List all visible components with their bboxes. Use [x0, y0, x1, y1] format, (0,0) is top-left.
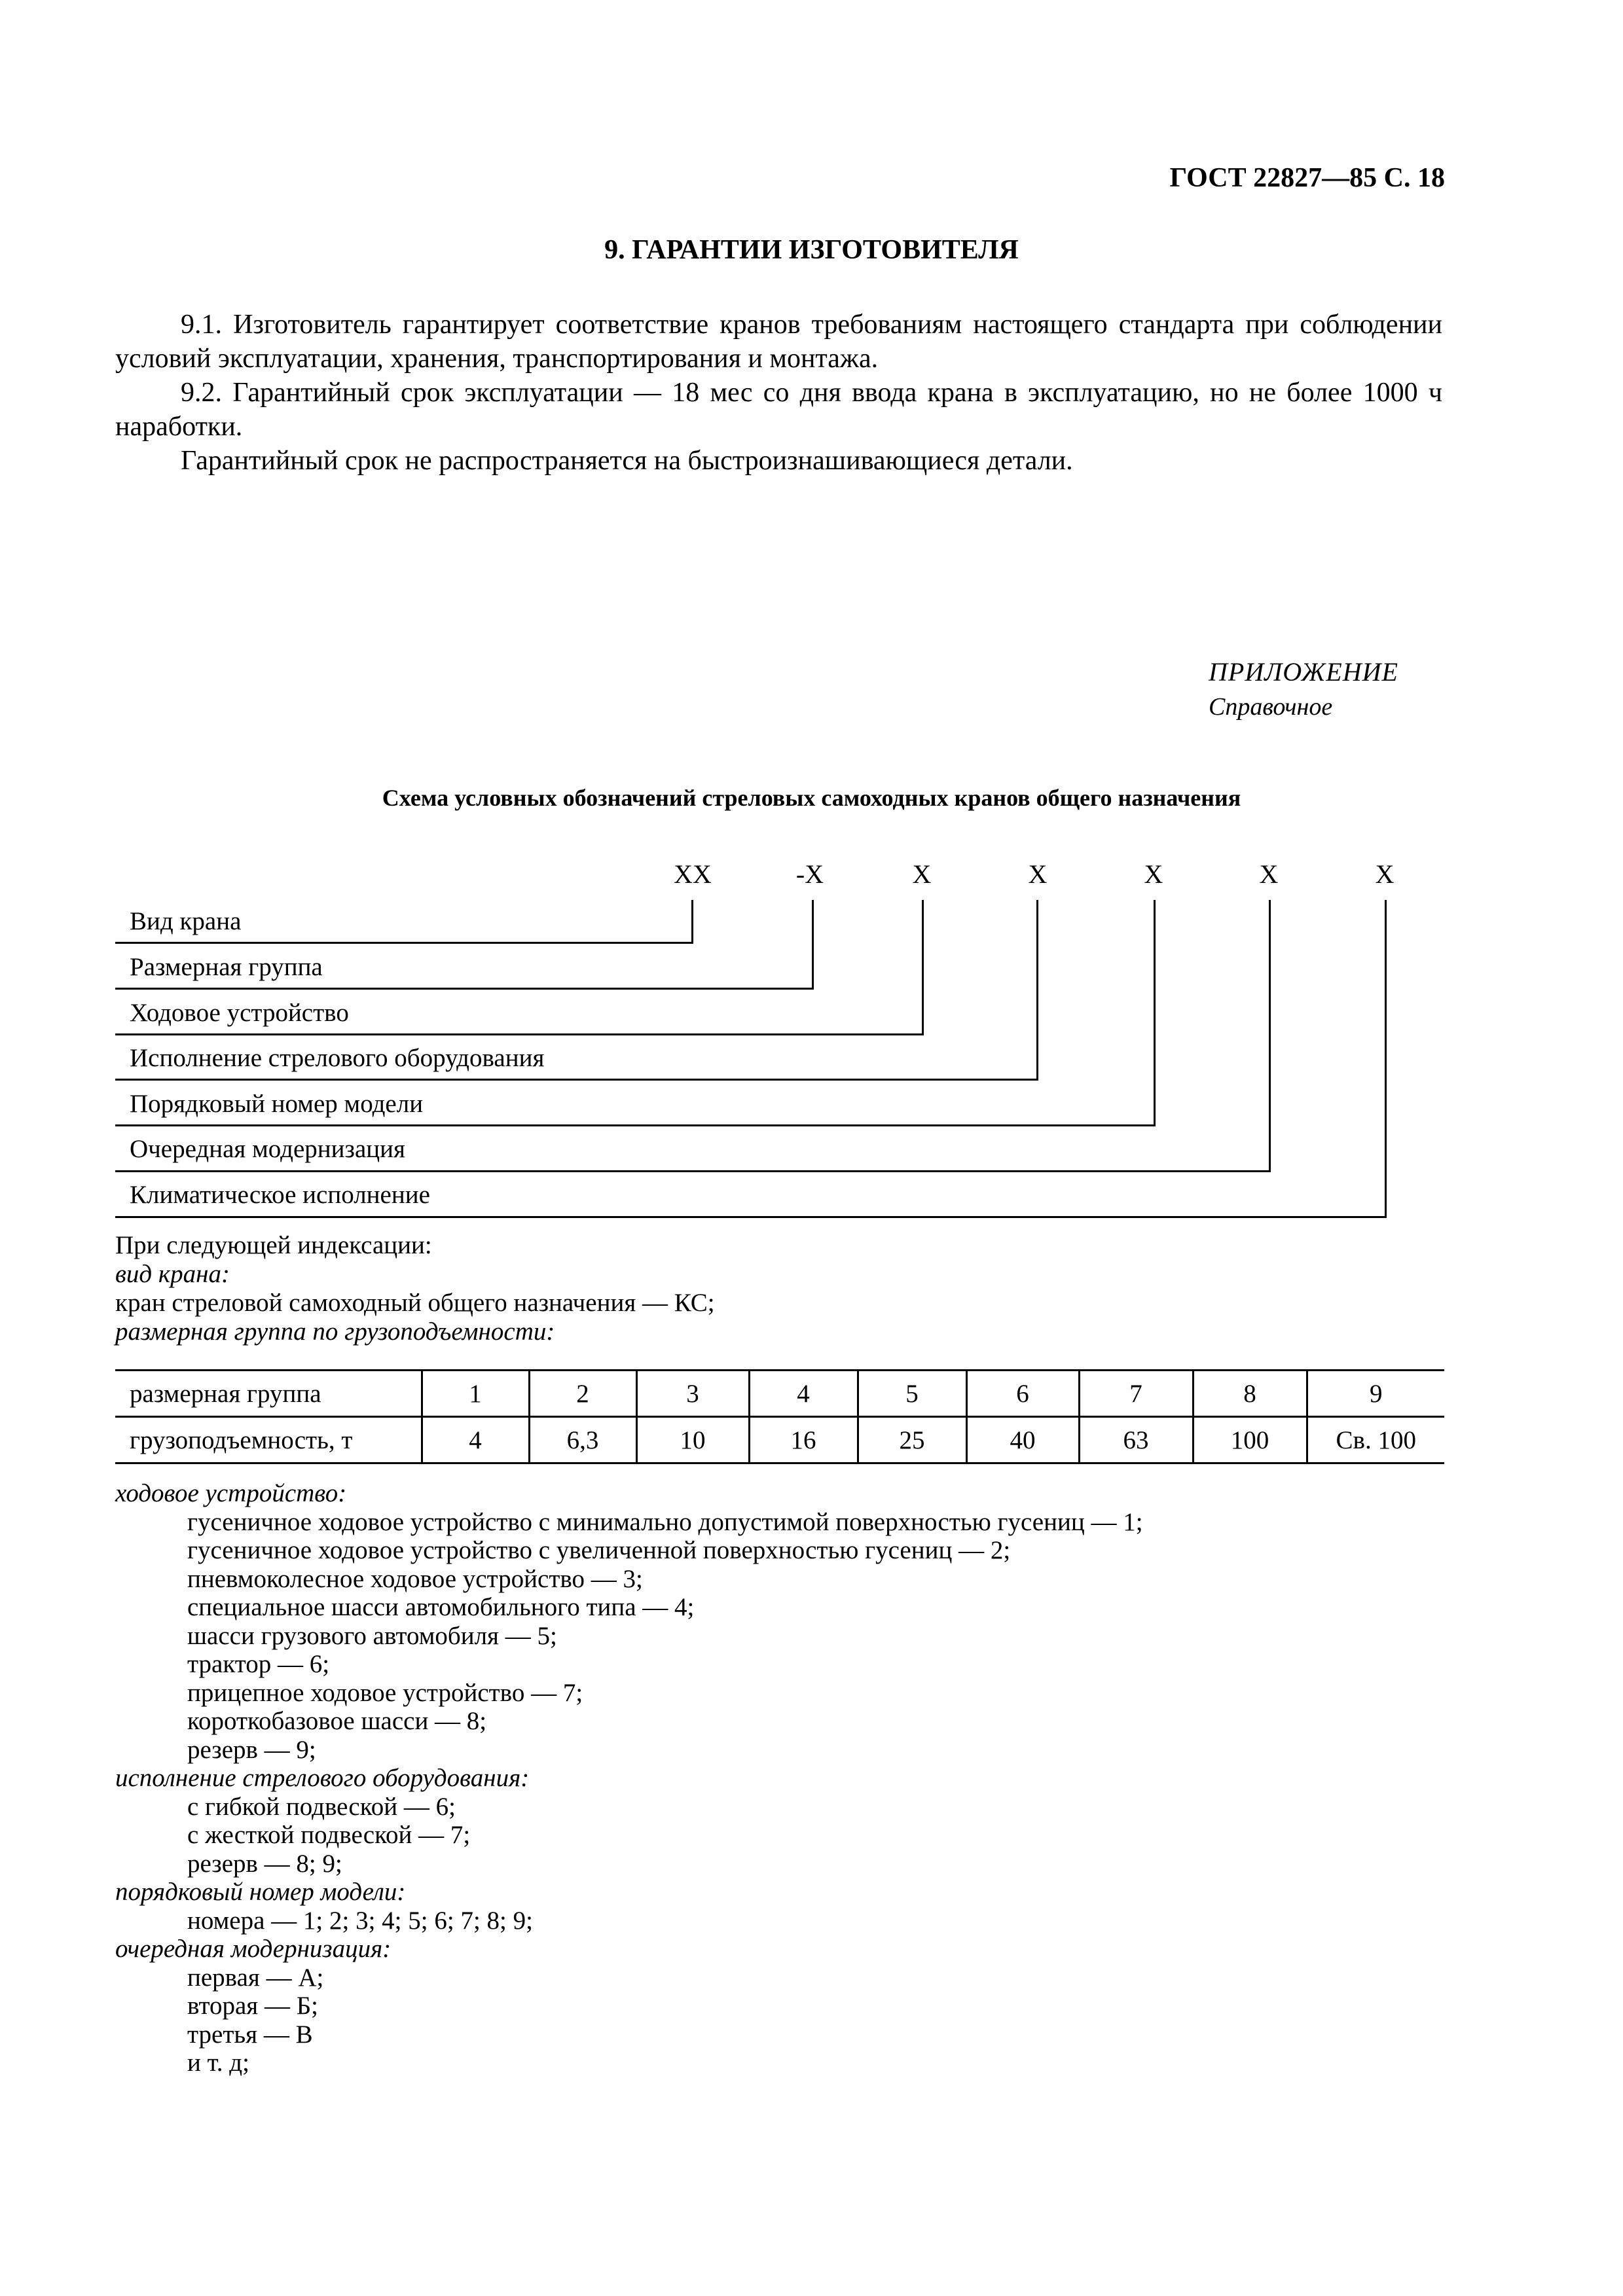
table-cell: 63 — [1079, 1417, 1193, 1463]
code-3: X — [912, 859, 932, 889]
modernization-heading: очередная модернизация: — [115, 1935, 392, 1963]
list-item: трактор — 6; — [187, 1650, 330, 1678]
table-cell: размерная группа — [115, 1371, 422, 1417]
table-cell: Св. 100 — [1307, 1417, 1444, 1463]
list-item: с жесткой подвеской — 7; — [187, 1821, 471, 1849]
appendix-sub: Справочное — [1209, 693, 1333, 721]
table-cell: 100 — [1193, 1417, 1307, 1463]
leader-vertical-5 — [1154, 900, 1156, 1126]
table-cell: 16 — [749, 1417, 858, 1463]
table-cell: 2 — [529, 1371, 636, 1417]
table-cell: 4 — [749, 1371, 858, 1417]
list-item: специальное шасси автомобильного типа — 4; — [187, 1593, 695, 1621]
table-row — [115, 1371, 1444, 1417]
table-cell: 40 — [966, 1417, 1079, 1463]
leader-vertical-3 — [922, 900, 924, 1035]
list-item: гусеничное ходовое устройство с увеличенной поверхностью гусениц — 2; — [187, 1536, 1011, 1564]
model-number-heading: порядковый номер модели: — [115, 1878, 406, 1906]
list-item: первая — А; — [187, 1963, 324, 1992]
leader-vertical-6 — [1269, 900, 1271, 1172]
table-cell: 10 — [636, 1417, 749, 1463]
leader-horizontal-7 — [115, 1216, 1387, 1218]
table-cell: 5 — [858, 1371, 966, 1417]
list-item: и т. д; — [187, 2049, 249, 2077]
scheme-row-model-number: Порядковый номер модели — [130, 1090, 424, 1118]
list-item: прицепное ходовое устройство — 7; — [187, 1678, 583, 1707]
leader-horizontal-1 — [115, 942, 693, 944]
leader-horizontal-2 — [115, 988, 814, 990]
list-item: резерв — 8; 9; — [187, 1849, 342, 1878]
code-1: XX — [674, 859, 712, 889]
list-item: короткобазовое шасси — 8; — [187, 1707, 487, 1735]
page-header: ГОСТ 22827—85 С. 18 — [1169, 163, 1445, 193]
leader-vertical-2 — [812, 900, 814, 989]
leader-vertical-7 — [1385, 900, 1387, 1217]
leader-vertical-1 — [691, 900, 693, 943]
list-item: шасси грузового автомобиля — 5; — [187, 1621, 557, 1650]
code-7: X — [1375, 859, 1395, 889]
list-item: резерв — 9; — [187, 1735, 316, 1764]
section-title: 9. ГАРАНТИИ ИЗГОТОВИТЕЛЯ — [604, 235, 1019, 265]
table-cell: 6,3 — [529, 1417, 636, 1463]
paragraph-exclusion: Гарантийный срок не распространяется на быстроизнашивающиеся детали. — [181, 446, 1073, 476]
table-cell: 1 — [422, 1371, 529, 1417]
scheme-row-climate: Климатическое исполнение — [130, 1181, 430, 1209]
paragraph-9-2: 9.2. Гарантийный срок эксплуатации — 18 мес со дня ввода крана в эксплуатацию, но не более 1000 ч наработки. — [115, 378, 1442, 442]
scheme-row-crane-type: Вид крана — [130, 907, 242, 935]
code-5: X — [1144, 859, 1163, 889]
paragraph-9-1: 9.1. Изготовитель гарантирует соответствие кранов требованиям настоящего стандарта при соблюдении условий эксплуатации, хранения, транспортирования и монтажа. — [115, 310, 1442, 374]
code-2: -X — [795, 859, 824, 889]
scheme-title: Схема условных обозначений стреловых самоходных кранов общего назначения — [382, 785, 1241, 811]
leader-vertical-4 — [1036, 900, 1038, 1080]
table-cell: 25 — [858, 1417, 966, 1463]
boom-heading: исполнение стрелового оборудования: — [115, 1764, 530, 1792]
table-cell: 3 — [636, 1371, 749, 1417]
designation-lists — [115, 1479, 1143, 2077]
warranty-paragraphs — [115, 308, 1442, 478]
table-cell: 7 — [1079, 1371, 1193, 1417]
size-group-heading: размерная группа по грузоподъемности: — [115, 1318, 555, 1346]
scheme-row-boom-design: Исполнение стрелового оборудования — [130, 1044, 545, 1072]
leader-horizontal-5 — [115, 1124, 1156, 1126]
crane-type-heading: вид крана: — [115, 1260, 230, 1288]
list-item: вторая — Б; — [187, 1992, 318, 2020]
list-item: с гибкой подвеской — 6; — [187, 1792, 456, 1821]
table-row — [115, 1417, 1444, 1463]
list-item: третья — В — [187, 2020, 313, 2049]
size-group-table — [115, 1369, 1444, 1464]
list-item: номера — 1; 2; 3; 4; 5; 6; 7; 8; 9; — [187, 1906, 533, 1935]
crane-type-text: кран стреловой самоходный общего назначения — КС; — [115, 1289, 715, 1317]
table-cell: 8 — [1193, 1371, 1307, 1417]
scheme-row-modernization: Очередная модернизация — [130, 1135, 405, 1163]
leader-horizontal-3 — [115, 1033, 924, 1035]
scheme-row-chassis: Ходовое устройство — [130, 999, 349, 1027]
chassis-heading: ходовое устройство: — [115, 1479, 347, 1507]
table-cell: грузоподъемность, т — [115, 1417, 422, 1463]
leader-horizontal-6 — [115, 1170, 1271, 1172]
scheme-row-size-group: Размерная группа — [130, 953, 323, 981]
list-item: гусеничное ходовое устройство с минимально допустимой поверхностью гусениц — 1; — [187, 1507, 1143, 1536]
table-cell: 4 — [422, 1417, 529, 1463]
code-4: X — [1028, 859, 1048, 889]
indexing-intro: При следующей индексации: — [115, 1231, 432, 1259]
leader-horizontal-4 — [115, 1079, 1038, 1081]
appendix-label: ПРИЛОЖЕНИЕ — [1209, 657, 1398, 687]
table-cell: 6 — [966, 1371, 1079, 1417]
code-6: X — [1259, 859, 1279, 889]
table-cell: 9 — [1307, 1371, 1444, 1417]
list-item: пневмоколесное ходовое устройство — 3; — [187, 1564, 643, 1593]
